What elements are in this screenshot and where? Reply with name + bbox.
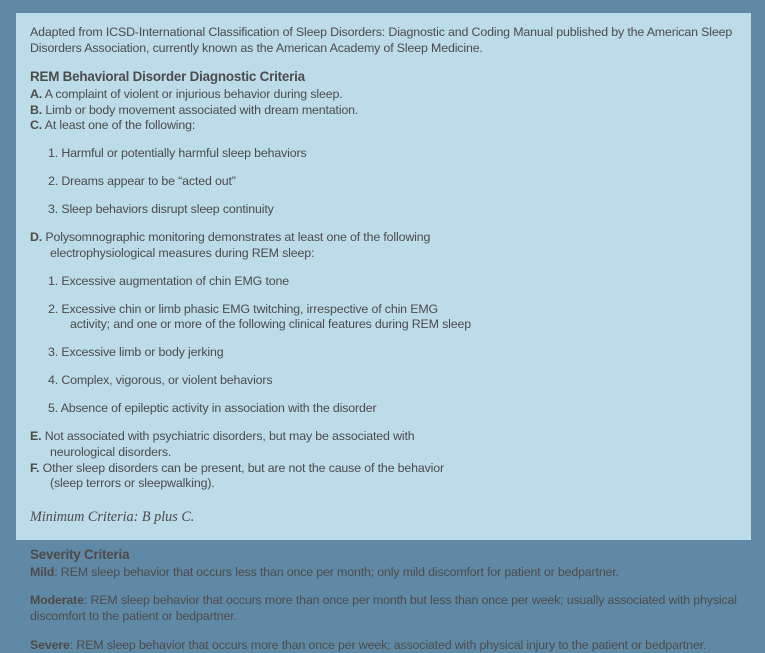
criteria-subitem-text: Excessive limb or body jerking [58,345,224,360]
criteria-subitem [48,174,737,190]
criteria-subitem-text: Excessive augmentation of chin EMG tone [58,273,289,288]
severity-list [30,565,737,653]
criteria-subitem-label: 3. [48,345,59,360]
criteria-item [30,429,737,460]
severity-item-label: Severe [30,637,70,652]
severity-item [30,580,737,624]
criteria-subitem-text: Excessive chin or limb phasic EMG twitching, irrespective of chin EMG [58,301,438,316]
severity-item-text: REM sleep behavior that occurs less than once per month; only mild discomfort for patient or bedpartner. [60,564,619,579]
criteria-subitem-label: 5. [48,401,59,416]
criteria-list [30,87,737,492]
criteria-item-label: F. [30,460,40,475]
severity-heading: Severity Criteria [30,546,130,562]
criteria-item-continuation: (sleep terrors or sleepwalking). [50,476,215,491]
criteria-item-text: Not associated with psychiatric disorders, but may be associated with [41,429,415,444]
criteria-item-text: A complaint of violent or injurious behavior during sleep. [42,87,343,102]
criteria-subitem [48,202,737,218]
severity-item-label: Mild [30,564,55,579]
criteria-subitem-list [30,146,737,218]
criteria-item-label: A. [30,87,43,102]
source-attribution: Adapted from ICSD-International Classification of Sleep Disorders: Diagnostic and Coding Manual published by the American Sleep Disorders Association, currently known as the American Academy of Sleep Medicine. [30,25,733,55]
severity-item-text: REM sleep behavior that occurs more than once per week; associated with physical injury to the patient or bedpartner. [76,637,707,652]
criteria-subitem [48,373,737,389]
criteria-subitem [48,146,737,162]
criteria-subitem-text: Harmful or potentially harmful sleep behaviors [58,146,307,161]
criteria-item [30,103,737,119]
criteria-subitem-text: Complex, vigorous, or violent behaviors [58,373,273,388]
severity-item-separator: : [54,564,61,579]
criteria-item-label: E. [30,429,42,444]
criteria-item [30,461,737,492]
criteria-subitem-continuation: activity; and one or more of the following clinical features during REM sleep [70,317,471,332]
criteria-subitem-label: 3. [48,202,59,217]
criteria-subitem-label: 1. [48,146,59,161]
severity-item [30,625,737,653]
criteria-subitem-label: 2. [48,301,59,316]
severity-item-label: Moderate [30,593,84,608]
severity-item-separator: : [69,637,77,652]
severity-item-separator: : [83,593,91,608]
criteria-subitem-label: 4. [48,373,59,388]
severity-item-text: REM sleep behavior that occurs more than once per month but less than once per week; usually associated with physical discomfort to the patient or bedpartner. [30,593,737,623]
criteria-subitem [48,345,737,361]
criteria-heading: REM Behavioral Disorder Diagnostic Criteria [30,69,305,85]
criteria-subitem-label: 2. [48,174,59,189]
document-panel [16,13,751,652]
criteria-subitem-label: 1. [48,273,59,288]
criteria-item-text: Other sleep disorders can be present, but are not the cause of the behavior [39,460,444,475]
criteria-subitem-text: Dreams appear to be “acted out” [58,174,236,189]
criteria-item-continuation: electrophysiological measures during REM sleep: [50,245,315,260]
criteria-subitem [48,274,737,290]
criteria-subitem-list [30,274,737,417]
criteria-item-text: Limb or body movement associated with dream mentation. [42,102,359,117]
criteria-item [30,118,737,134]
criteria-item-text: Polysomnographic monitoring demonstrates at least one of the following [42,230,431,245]
criteria-subitem-text: Sleep behaviors disrupt sleep continuity [58,202,274,217]
severity-item [30,565,737,581]
criteria-item [30,87,737,103]
criteria-item-continuation: neurological disorders. [50,445,172,459]
criteria-item-label: B. [30,102,43,117]
criteria-subitem [48,302,737,333]
criteria-item [30,230,737,261]
criteria-item-text: At least one of the following: [42,118,196,133]
criteria-subitem-text: Absence of epileptic activity in association with the disorder [58,401,377,416]
criteria-subitem [48,401,737,417]
minimum-criteria-note: Minimum Criteria: B plus C. [30,508,195,525]
criteria-item-label: C. [30,118,43,133]
criteria-item-label: D. [30,230,43,245]
